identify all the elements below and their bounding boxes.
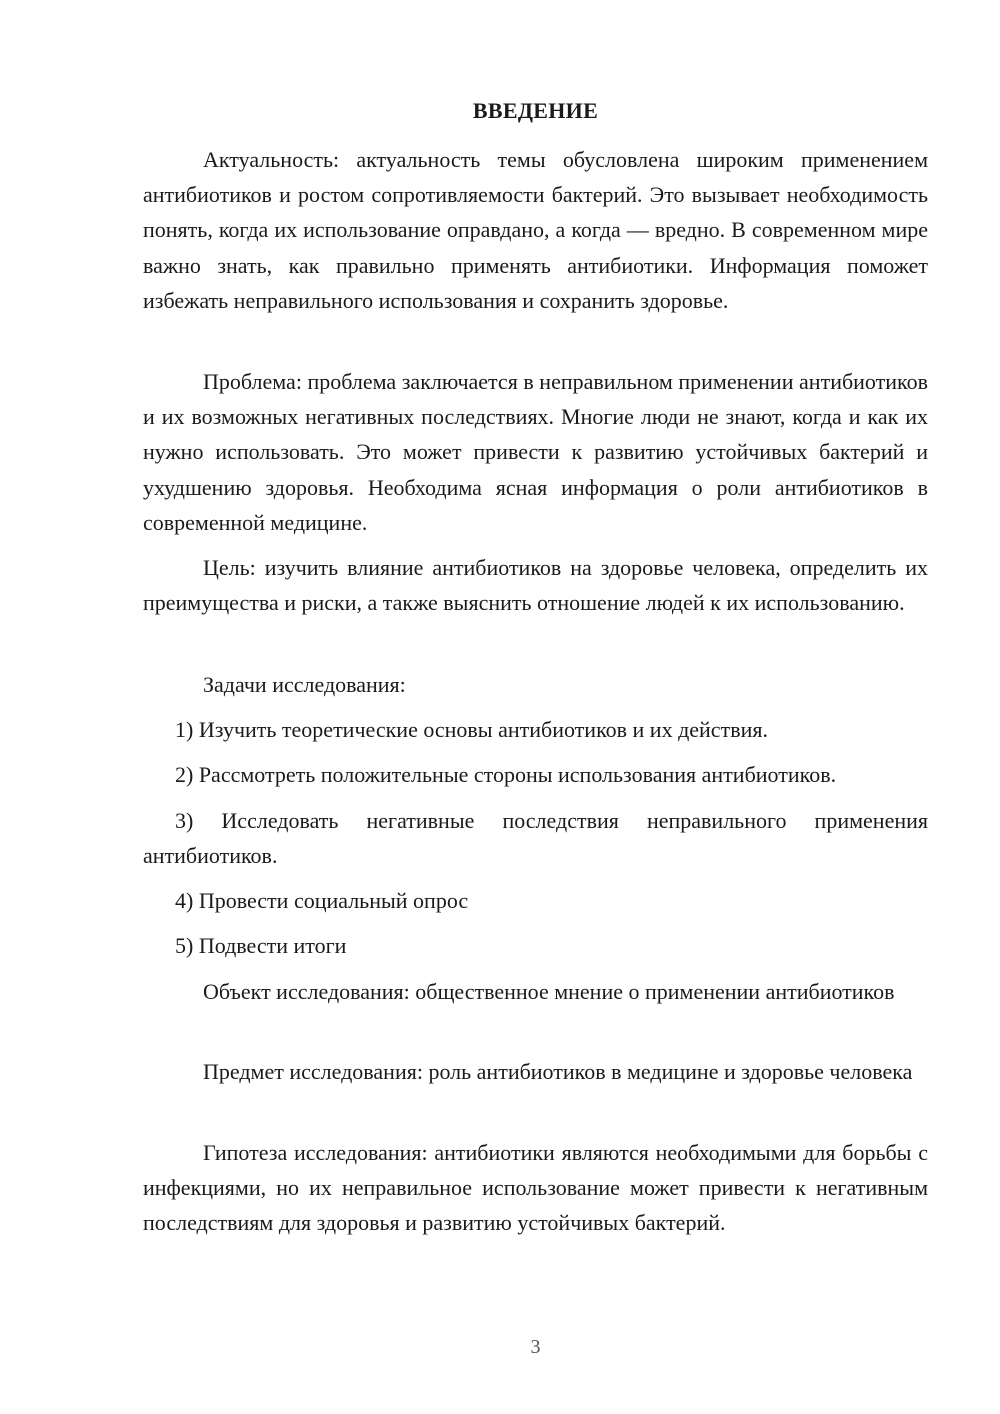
task-item-1: 1) Изучить теоретические основы антибиотиков и их действия. xyxy=(175,717,768,742)
paragraph-tasks-title: Задачи исследования: xyxy=(203,672,406,697)
page-number: 3 xyxy=(530,1336,541,1358)
task-item-4: 4) Провести социальный опрос xyxy=(175,888,469,913)
paragraph-relevance: Актуальность: актуальность темы обусловлена широким применением антибиотиков и ростом сопротивляемости бактерий. Это вызывает необходимость понять, когда их использование оправдано, а когда — вредно. В современном мире важно знать, как правильно применять антибиотики. Информация поможет избежать неправильного использования и сохранить здоровье. xyxy=(143,147,928,313)
task-item-5: 5) Подвести итоги xyxy=(175,933,347,958)
paragraph-problem: Проблема: проблема заключается в неправильном применении антибиотиков и их возможных негативных последствиях. Многие люди не знают, когда и как их нужно использовать. Это может привести к развитию устойчивых бактерий и ухудшению здоровья. Необходима ясная информация о роли антибиотиков в современной медицине. xyxy=(143,369,928,535)
paragraph-hypothesis: Гипотеза исследования: антибиотики являются необходимыми для борьбы с инфекциями, но их неправильное использование может привести к негативным последствиям для здоровья и развитию устойчивых бактерий. xyxy=(143,1140,928,1236)
paragraph-subject: Предмет исследования: роль антибиотиков в медицине и здоровье человека xyxy=(203,1059,913,1084)
paragraph-object: Объект исследования: общественное мнение о применении антибиотиков xyxy=(203,979,895,1004)
section-heading: ВВЕДЕНИЕ xyxy=(472,98,599,123)
paragraph-goal: Цель: изучить влияние антибиотиков на здоровье человека, определить их преимущества и риски, а также выяснить отношение людей к их использованию. xyxy=(143,555,928,616)
task-item-3: 3) Исследовать негативные последствия неправильного применения антибиотиков. xyxy=(143,808,928,869)
task-item-2: 2) Рассмотреть положительные стороны использования антибиотиков. xyxy=(175,762,837,787)
document-page xyxy=(143,0,928,1414)
